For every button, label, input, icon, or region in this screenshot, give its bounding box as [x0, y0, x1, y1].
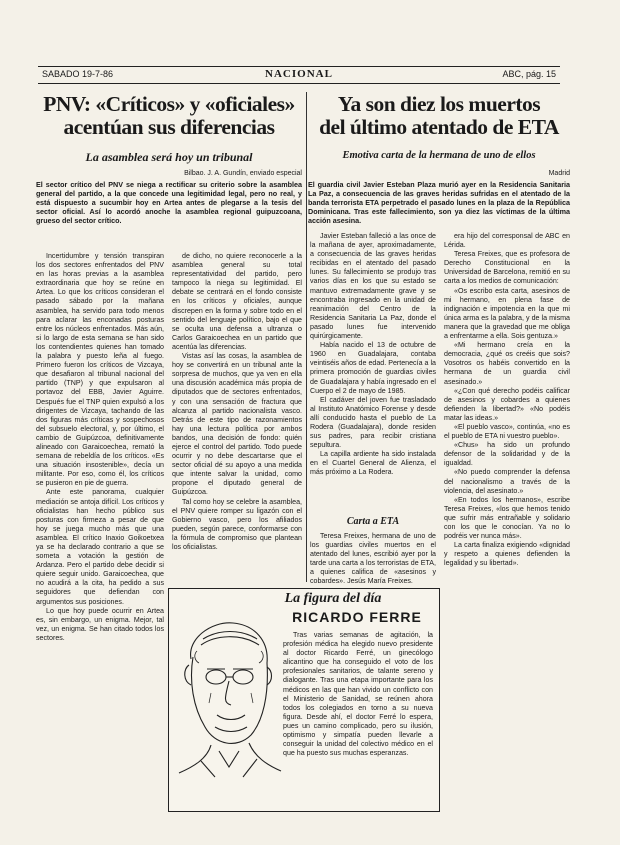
carta-text: [310, 532, 436, 584]
left-col2-para: de dicho, no quiere reconocerle a la asamblea general su total representatividad del partido, pero tampoco la niega su legitimidad. El debate se centrará en el fondo consiste en los críticos y oficiales, aunque discrepen en la forma y sobre todo en el sentido del lenguaje político, bajo el que se oculta una defensa a ultranza o Carlos Garaicoechea en un partido que acentúa las diferencias.: [172, 252, 302, 351]
header-page: ABC, pág. 15: [502, 69, 556, 79]
figure-text: [283, 631, 433, 807]
right-col2-para: «En todos los hermanos», escribe Teresa Freixes, «los que hemos tenido que sufrir más entrañable y solidario con los que le conocían. Ya no lo podréis ver nunca más».: [444, 495, 570, 541]
right-column-1: [310, 232, 436, 477]
left-col2-para: Tal como hoy se celebre la asamblea, el PNV quiere romper su ligazón con el Gobierno vasco, pero los afiliados pueden, según parece, conformarse con la fórmula de compromiso que plantean los oficialistas.: [172, 497, 302, 551]
right-headline-line2: del último atentado de ETA: [319, 115, 559, 139]
column-divider: [306, 92, 307, 582]
figure-title: La figura del día: [284, 591, 382, 606]
right-col1-para: Había nacido el 13 de octubre de 1960 en Guadalajara, contaba veintiséis años de edad. Pertenecía a la primera promoción de guardias civiles de Guadalajara y había ingresado en el Cuerpo el 2 de mayo de 1985.: [310, 341, 436, 395]
header-section: NACIONAL: [265, 68, 333, 80]
left-subhead: La asamblea será hoy un tribunal: [85, 150, 253, 164]
page-header: [38, 66, 560, 84]
figure-box: [168, 588, 440, 812]
left-col1-para: Incertidumbre y tensión transpiran los dos sectores enfrentados del PNV en las horas previas a la asamblea extraordinaria que hoy se reúne en Artea. Lo que los críticos consideran el pasado sábado por la mañana asamblea, ha servido para todo menos para aclarar las enconadas posturas entre los núcleos enfrentados. Más aún, si lo largo de esta semana se han sido los contendientes quienes han tomado la palabra y puesto leña al fuego. Primero fueron los críticos de Vizcaya, que desafiaron al tribunal nacional del partido (TNP) y que expulsaron al portavoz del EBB, Javier Aguirre. Después fue el TNP quien expulsó a los dirigentes de Vizcaya, tachando de las dos figuras más críticas y sospechosos del subsuelo electoral, y, por último, el cambio de Guipúzcoa, definitivamente alineado con Garaicoechea, remató la semana de rebeldía de los críticos. «Es una situación insostenible», decía un militante. Por eso, como él, los críticos se pusieron en pie de guerra.: [36, 252, 164, 488]
left-headline-line2: acentúan sus diferencias: [63, 115, 275, 139]
right-column-2: [444, 232, 570, 812]
right-lead: El guardia civil Javier Esteban Plaza murió ayer en la Residencia Sanitaria La Paz, a consecuencia de las graves heridas sufridas en el atentado de la banda terrorista ETA perpetrado el pasado lunes en la plaza de la República Dominicana. Tras este fallecimiento, son ya diez las víctimas de la última acción asesina.: [308, 180, 570, 225]
left-headline-line1: PNV: «Críticos» y «oficiales»: [43, 92, 295, 116]
right-subhead: Emotiva carta de la hermana de uno de ellos: [342, 150, 536, 161]
left-column-2: [172, 252, 302, 580]
right-col2-para: «Mi hermano creía en la democracia, ¿qué os creéis que sois? Vosotros os habéis convertido en la hermana de un guardia civil asesinado.»: [444, 341, 570, 386]
right-col2-para: «No puedo comprender la defensa del nacionalismo a través de la violencia, del asesinato.»: [444, 468, 570, 495]
right-col2-para: «El pueblo vasco», continúa, «no es el pueblo de ETA ni vuestro pueblo».: [444, 422, 570, 441]
right-col2-para: La carta finaliza exigiendo «dignidad y respeto a quienes defienden la legalidad y su libertad».: [444, 541, 570, 568]
right-byline: Madrid: [548, 170, 570, 177]
left-column-1: [36, 252, 164, 812]
right-col1-para: La capilla ardiente ha sido instalada en el Cuartel General de Alienza, el más próximo a La Rodera.: [310, 450, 436, 477]
right-col2-para: «¿Con qué derecho podéis calificar de asesinos y cobardes a quienes defienden la libertad?» «No podéis matar las ideas.»: [444, 386, 570, 422]
left-lead: El sector crítico del PNV se niega a rectificar su criterio sobre la asamblea general del partido, a la que concede una legitimidad legal, pero no real, y está dispuesto a sucumbir hoy en Artea antes de plegarse a la tesis del sector oficial. Así lo acordó anoche la asamblea regional guipuzcoana, grueso del sector crítico.: [36, 180, 302, 225]
left-col2-para: Vistas así las cosas, la asamblea de hoy se convertirá en un tribunal ante la sorpresa de muchos, que ya ven en ella una discusión académica más propia de diputados que de sectores enfrentados, y con una sensación de fractura que alcanza al partido nacionalista vasco. Detrás de este tipo de razonamientos hay una lectura política por ambos bandos, una decisión de fondo: quién ejerce el control del partido. Todo puede ocurrir y no debe descartarse que el sector oficial dé su apoyo a una medida que intente salvar la unidad, como propone el diputado general de Guipúzcoa.: [172, 352, 302, 497]
left-col1-para: Ante este panorama, cualquier mediación se antoja difícil. Los críticos y oficialistas han hecho público sus posturas con firmeza a pesar de que hoy se juega mucho más que una asamblea. El crítico Inaxio Goikoetxea ya se ha declarado contrario a que se someta a votación la gestión de Ardanza. Pero el partido debe decidir si quiere seguir unido. Garaicoechea, que no acudirá a la cita, ha pedido a sus seguidores que defiendan con argumentos sus posiciones.: [36, 488, 164, 606]
left-byline: Bilbao. J. A. Gundín, enviado especial: [184, 170, 302, 177]
right-col1-para: Javier Esteban falleció a las once de la mañana de ayer, aproximadamente, a consecuencia de las graves heridas recibidas en el atentado del pasado lunes. Su fallecimiento se produjo tras varios días en los que su estado se mantuvo extremadamente grave y se encontraba ingresado en la unidad de reanimación del Centro de la Residencia Sanitaria La Paz, donde el pasado lunes fue intervenido quirúrgicamente.: [310, 232, 436, 341]
figure-name: RICARDO FERRE: [292, 609, 422, 625]
header-date: SABADO 19-7-86: [42, 69, 114, 79]
right-col2-para: Teresa Freixes, que es profesora de Derecho Constitucional en la Universidad de Barcelona, remitió en su carta a los medios de comunicación:: [444, 250, 570, 286]
carta-heading: Carta a ETA: [346, 516, 400, 527]
left-col1-para: Lo que hoy puede ocurrir en Artea es, sin embargo, un enigma. Mejor, tal vez, un enigma. Se han citado todos los sectores.: [36, 606, 164, 642]
right-headline-line1: Ya son diez los muertos: [337, 92, 541, 116]
right-col2-para: era hijo del corresponsal de ABC en Lérida.: [444, 232, 570, 250]
right-col2-para: «Chus» ha sido un profundo defensor de la solidaridad y de la igualdad.: [444, 441, 570, 468]
carta-para: Teresa Freixes, hermana de uno de los guardias civiles muertos en el atentado del lunes, escribió ayer por la tarde una carta a los terroristas de ETA, a quienes califica de «asesinos y cobardes». Jesús María Freixes.: [310, 532, 436, 586]
right-col1-para: El cadáver del joven fue trasladado al Instituto Anatómico Forense y desde allí conducido hasta el pueblo de La Rodera (Guadalajara), donde residen sus padres, para recibir cristiana sepultura.: [310, 395, 436, 450]
right-col2-para: «Os escribo esta carta, asesinos de mi hermano, en plena fase de indignación e impotencia en la que mi única arma es la palabra, y de la misma manera que la gravedad que me obliga a enfrentarme a ella. Sois gentuza.»: [444, 286, 570, 341]
figure-para: Tras varias semanas de agitación, la profesión médica ha elegido nuevo presidente al doctor Ricardo Ferré, un ginecólogo alicantino que ha conseguido el voto de los profesionales sanitarios, de talante sereno y dialogante. Tras una etapa importante para los médicos en las que han vivido un conflicto con el Ministerio de Sanidad, se reúnen ahora todos los colegiados en torno a su nueva figura. Desde ahí, el doctor Ferré lo espera, pues un camino complicado, pero su ilusión, optimismo y simpatía pueden llevarle a conseguir la unidad del colectivo médico en el que ha puesto sus muchas esperanzas.: [283, 631, 433, 758]
portrait-caricature: [171, 611, 283, 781]
